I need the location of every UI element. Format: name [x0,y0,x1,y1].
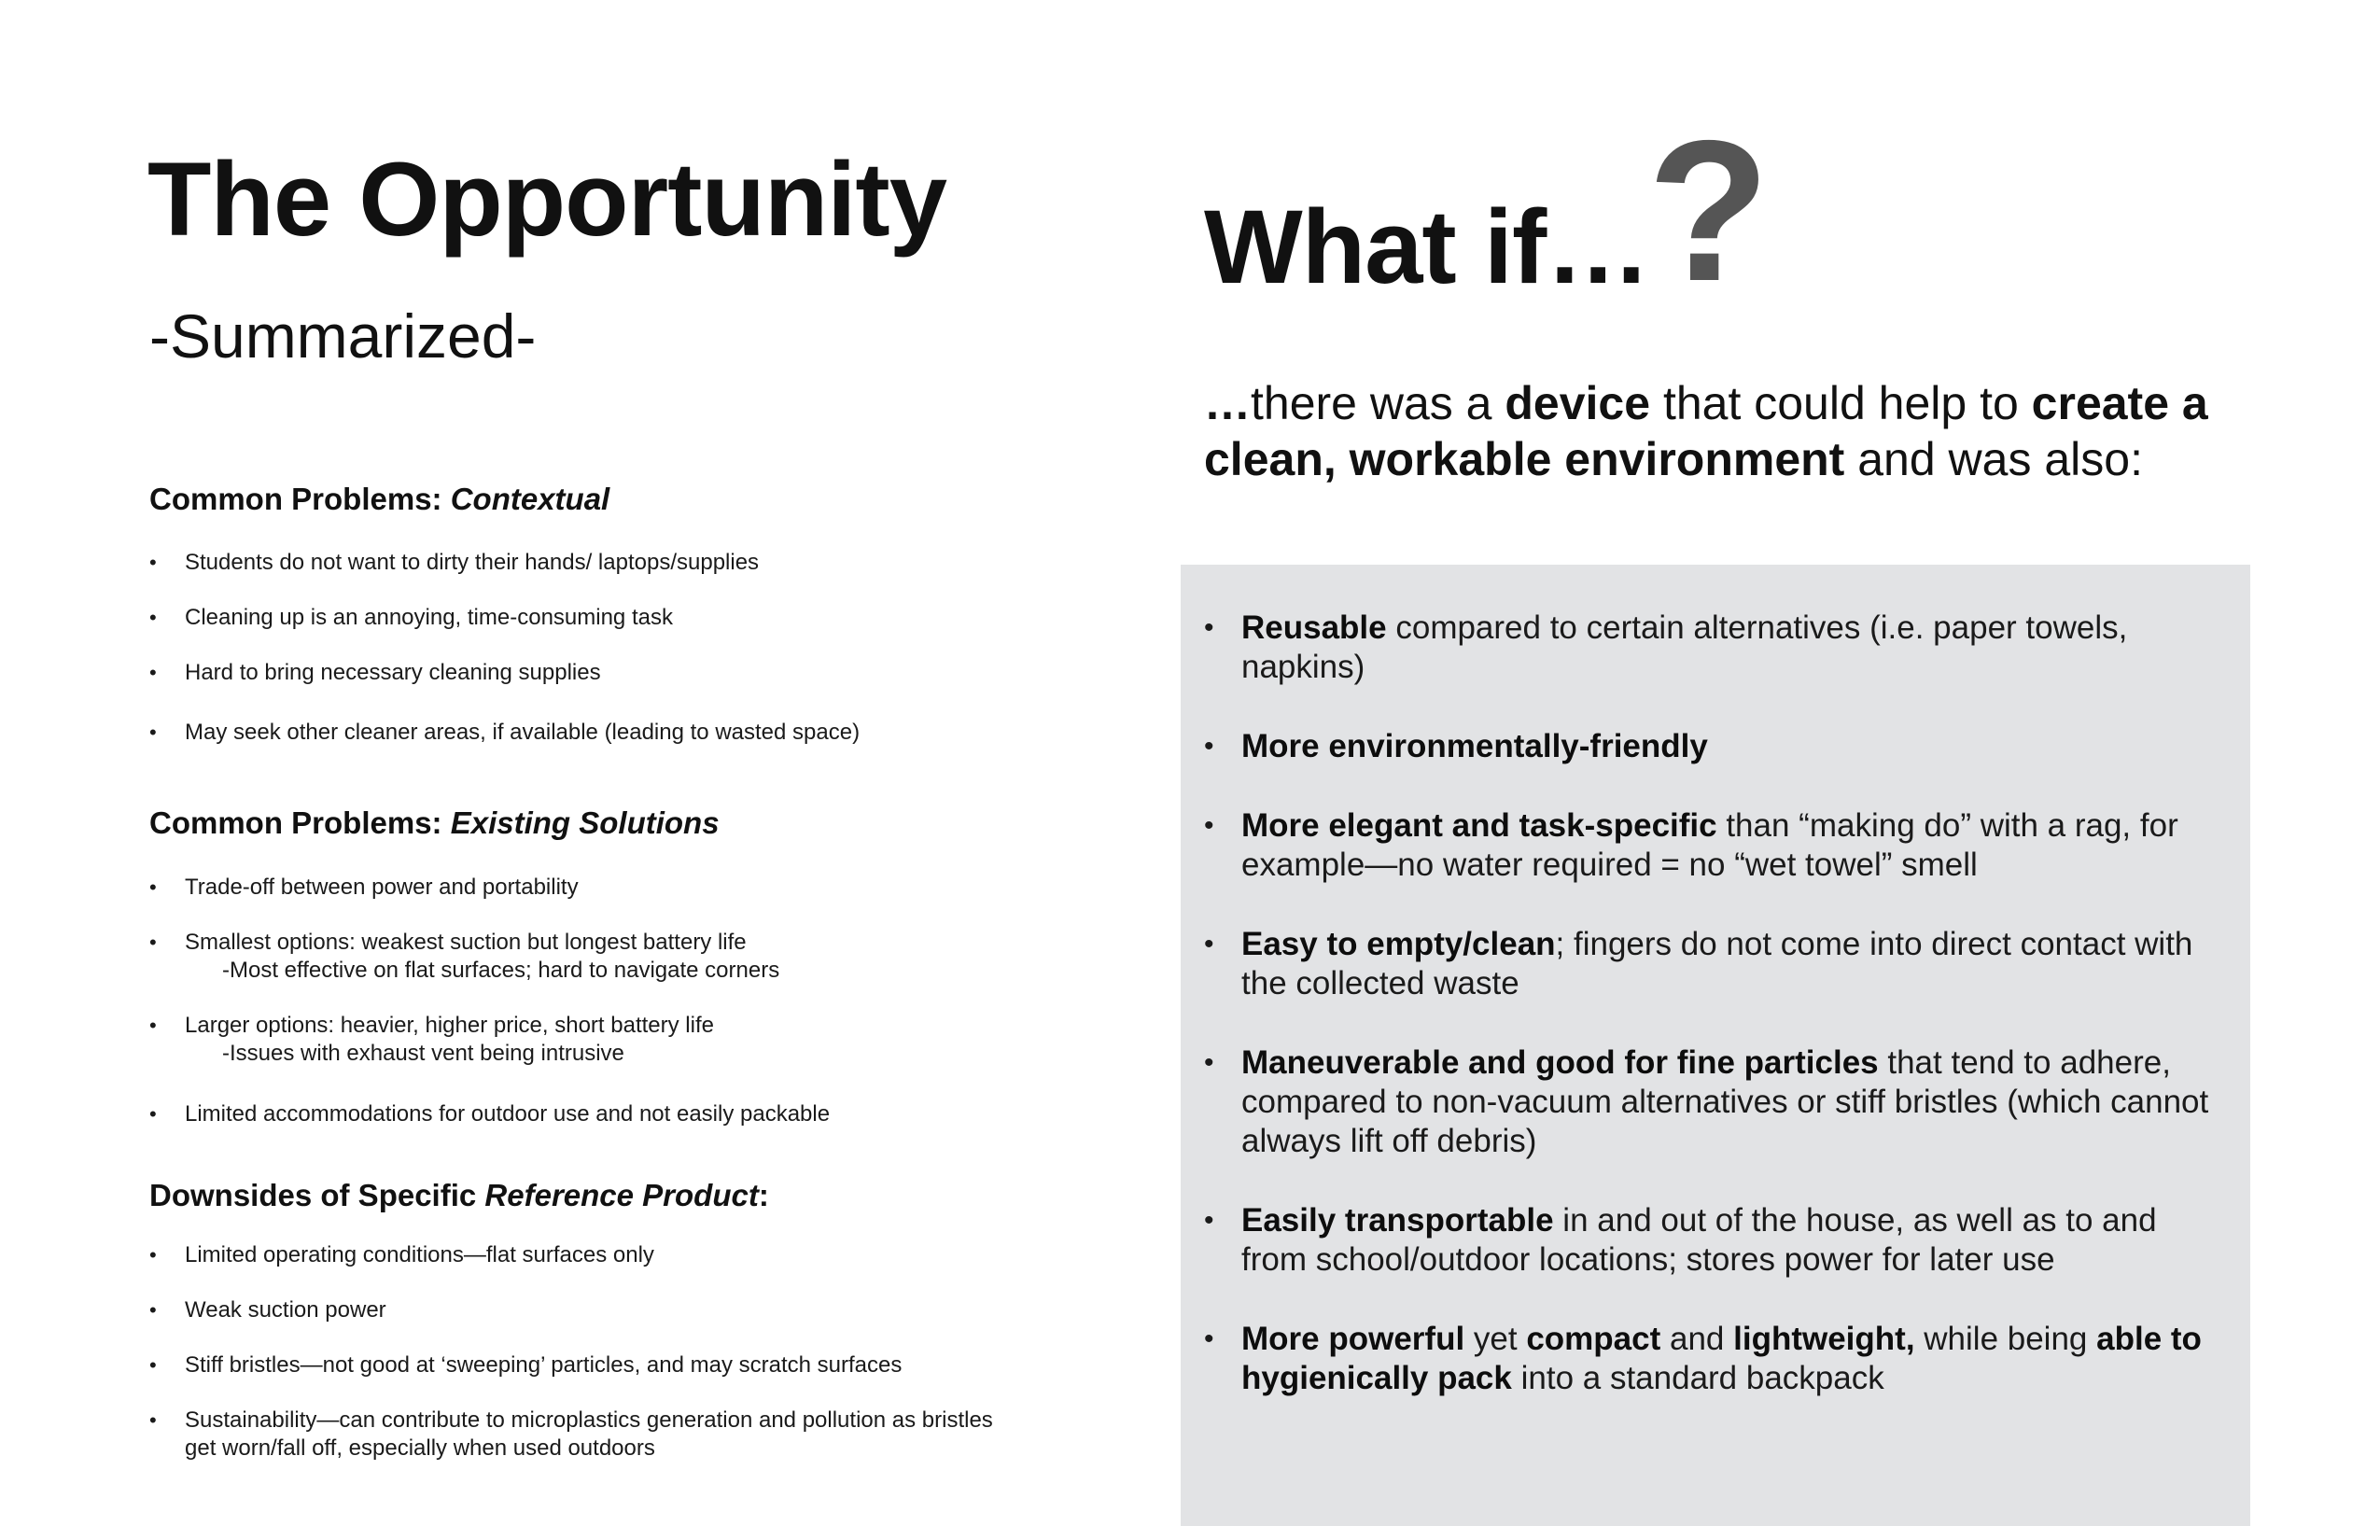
list-item: • Hard to bring necessary cleaning supplies [149,660,601,685]
benefit-item: • More elegant and task-specific than “making do” with a rag, for example—no water required = no “wet towel” smell [1204,807,2178,883]
section-heading-contextual: Common Problems: Contextual [149,482,610,516]
list-item: • Limited accommodations for outdoor use and not easily packable [149,1101,831,1127]
benefits-list [1204,609,2231,1438]
section-heading-reference-product: Downsides of Specific Reference Product: [149,1178,769,1212]
benefit-item: • More environmentally-friendly [1204,728,1708,764]
list-item: • Students do not want to dirty their hands/ laptops/supplies [149,550,760,575]
section-heading-existing-solutions: Common Problems: Existing Solutions [149,805,720,840]
list-item: • Larger options: heavier, higher price, short battery life -Issues with exhaust vent being intrusive [149,1013,714,1066]
list-item: • Limited operating conditions—flat surfaces only [149,1242,654,1267]
intro-statement: …there was a device that could help to create a clean, workable environment and was also: [1204,377,2208,485]
page-subtitle: -Summarized- [149,301,537,371]
list-item: • Weak suction power [149,1297,386,1323]
benefit-item: • Maneuverable and good for fine particles that tend to adhere, compared to non-vacuum alternatives or stiff bristles (which cannot always lift off debris) [1204,1044,2209,1159]
contextual-problems-list [149,549,1027,747]
list-item: • Stiff bristles—not good at ‘sweeping’ particles, and may scratch surfaces [149,1352,903,1378]
existing-solutions-list [149,874,1027,1128]
list-item: • Smallest options: weakest suction but longest battery life -Most effective on flat surfaces; hard to navigate corners [149,930,780,983]
benefit-item: • Easy to empty/clean; fingers do not come into direct contact with the collected waste [1204,926,2193,1001]
what-if-heading: What if… [1204,189,1650,305]
list-item: • Cleaning up is an annoying, time-consuming task [149,605,673,630]
list-item: • Sustainability—can contribute to microplastics generation and pollution as bristles get worn/fall off, especially when used outdoors [149,1407,993,1461]
benefit-item: • Reusable compared to certain alternatives (i.e. paper towels, napkins) [1204,609,2128,685]
list-item: • Trade-off between power and portability [149,875,579,900]
benefit-item: • Easily transportable in and out of the house, as well as to and from school/outdoor locations; stores power for later use [1204,1202,2157,1278]
question-mark-graphic: ? [1647,98,1771,323]
page-title: The Opportunity [147,141,947,258]
benefit-item: • More powerful yet compact and lightweight, while being able to hygienically pack into a standard backpack [1204,1321,2202,1396]
reference-product-list [149,1241,1017,1463]
list-item: • May seek other cleaner areas, if available (leading to wasted space) [149,720,861,745]
